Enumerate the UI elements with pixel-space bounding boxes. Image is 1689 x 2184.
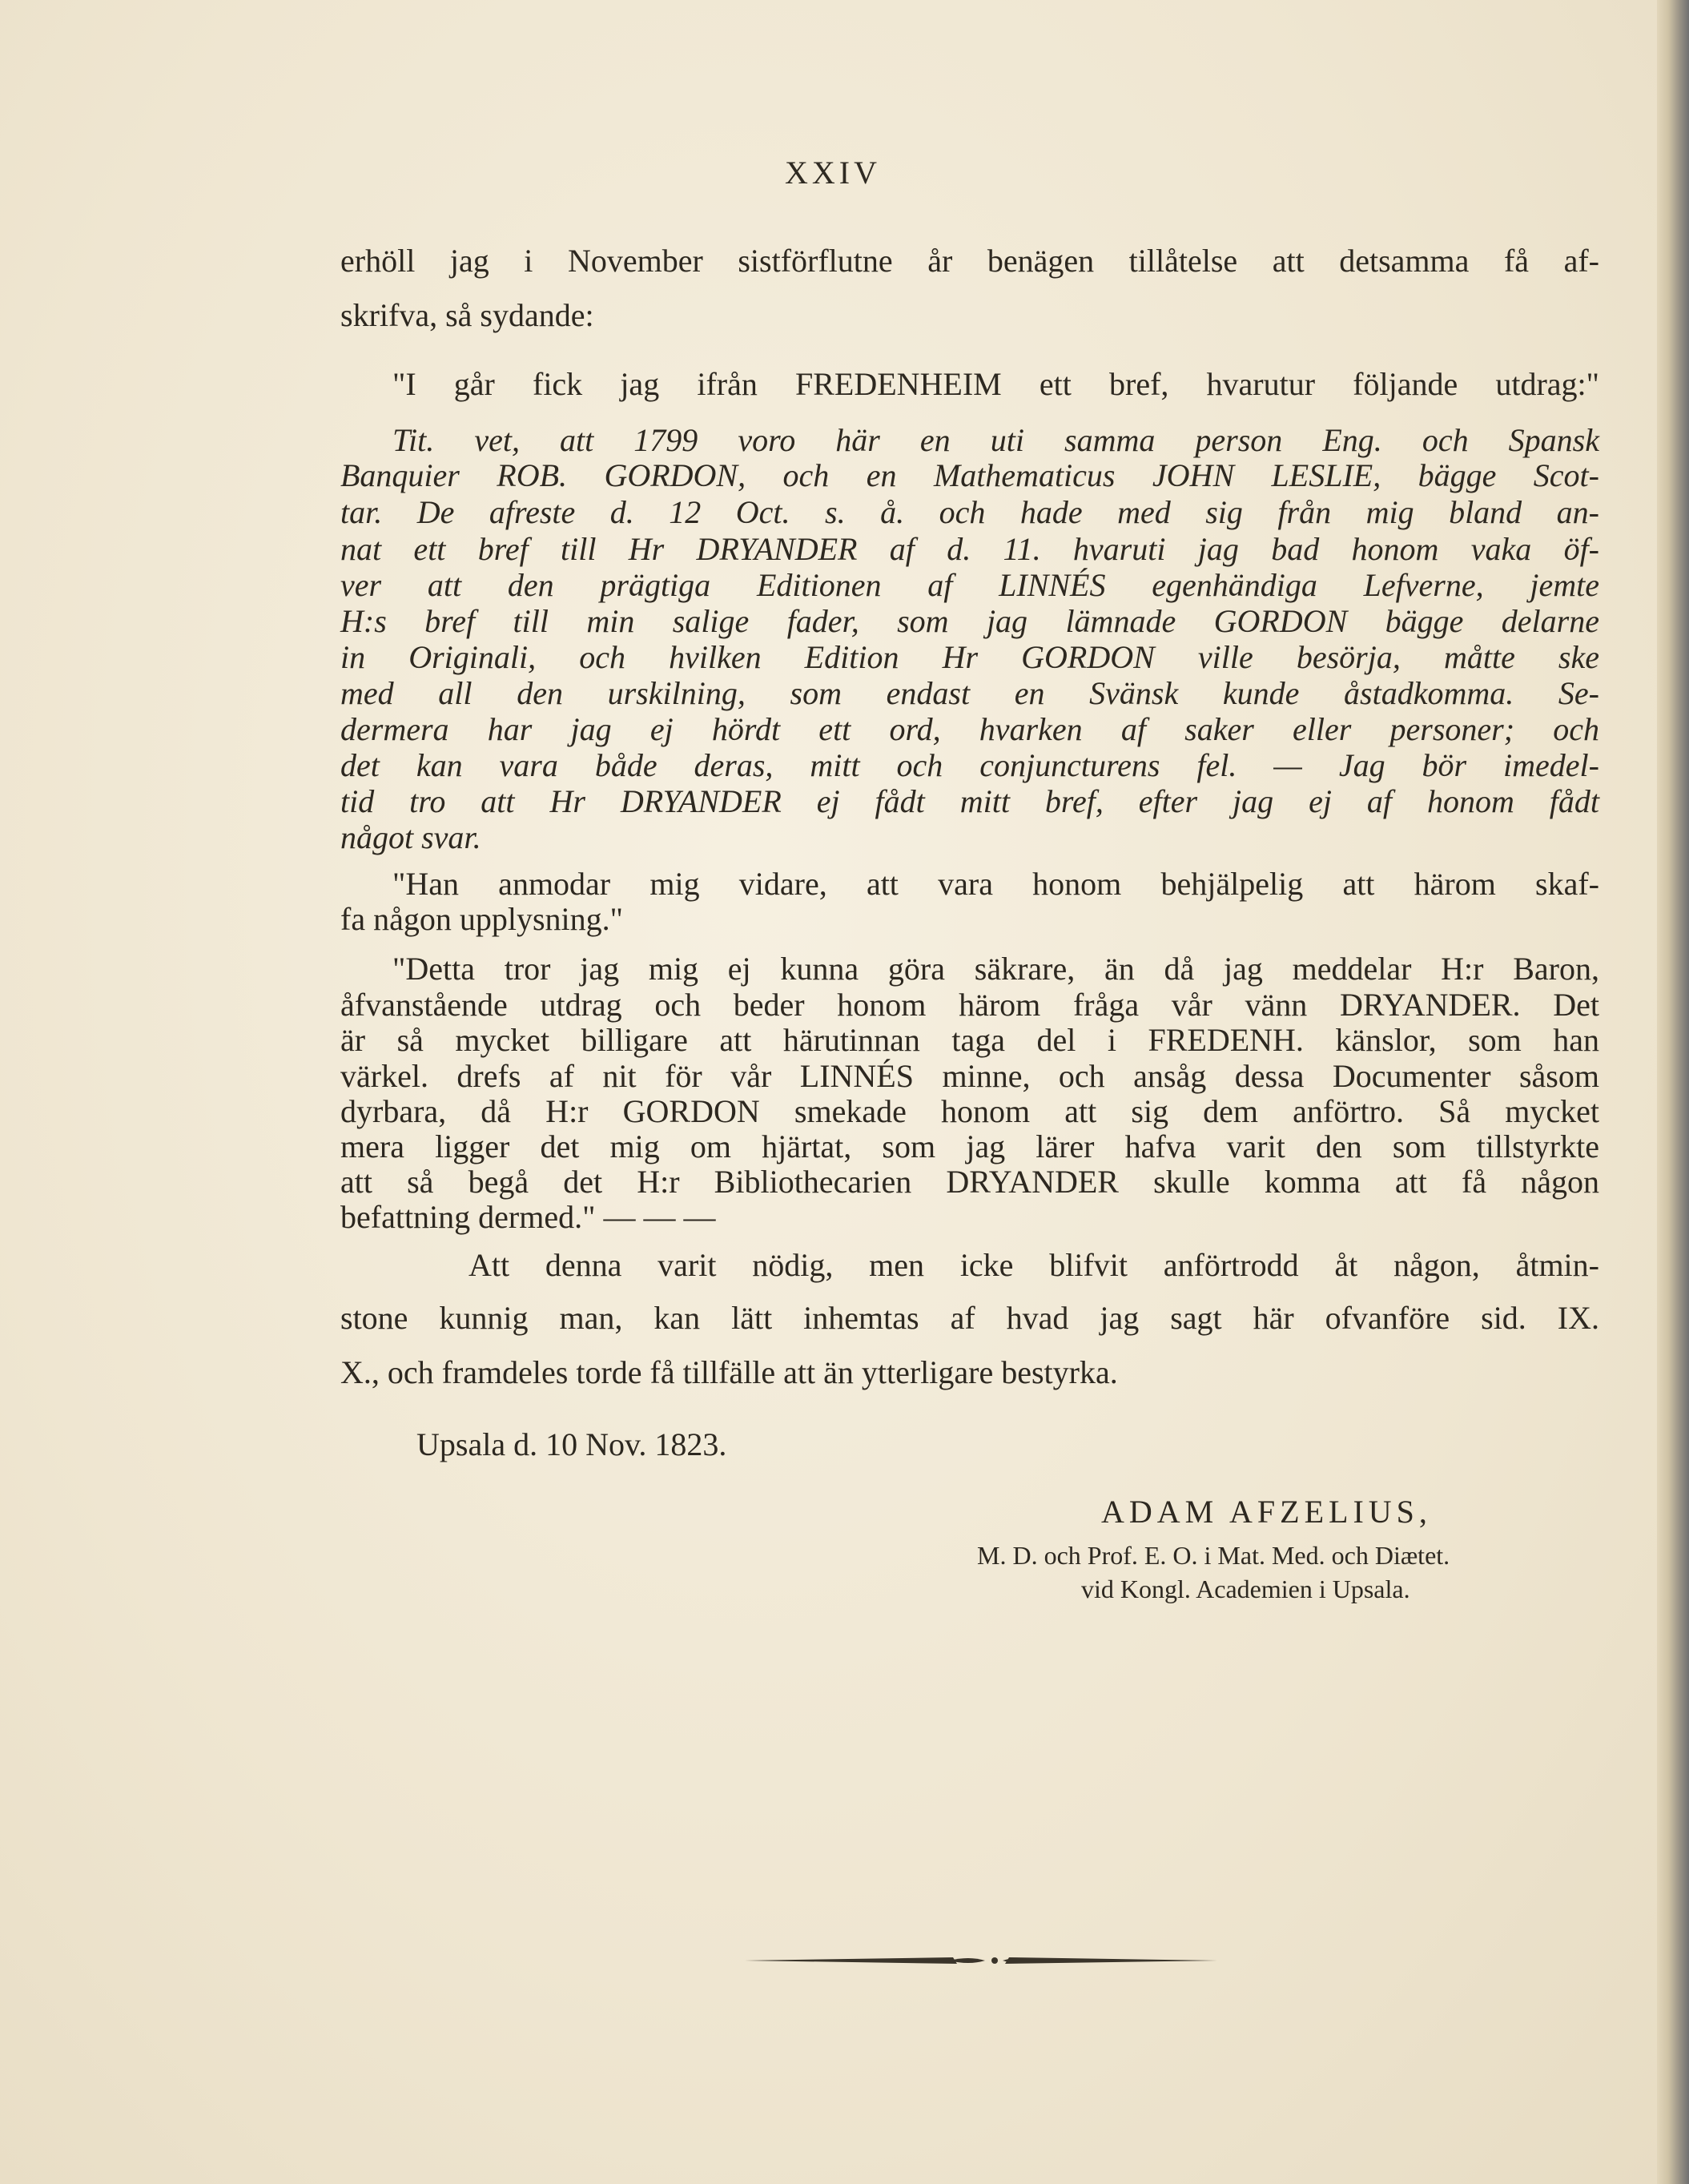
- excerpt-line: det kan vara både deras, mitt och conjuncturens fel. — Jag bör imedel-: [340, 747, 1599, 783]
- excerpt-line: H:s bref till min salige fader, som jag lämnade GORDON bägge delarne: [340, 603, 1599, 639]
- reply-line: befattning dermed." — — —: [340, 1199, 716, 1235]
- reply-line: värkel. drefs af nit för vår LINNÉS minne, och ansåg dessa Documenter såsom: [340, 1058, 1599, 1094]
- ornamental-rule: [745, 1953, 1217, 1969]
- excerpt-line: tar. De afreste d. 12 Oct. s. å. och hade med sig från mig bland an-: [340, 494, 1599, 530]
- reply-line: "Detta tror jag mig ej kunna göra säkrare, än då jag meddelar H:r Baron,: [392, 951, 1599, 987]
- signature-title: M. D. och Prof. E. O. i Mat. Med. och Diætet.: [977, 1541, 1450, 1570]
- place-date: Upsala d. 10 Nov. 1823.: [416, 1426, 727, 1462]
- letter-open: "I går fick jag ifrån FREDENHEIM ett bref, hvarutur följande utdrag:": [392, 366, 1599, 402]
- closing-line: Att denna varit nödig, men icke blifvit anförtrodd åt någon, åtmin-: [468, 1247, 1599, 1283]
- excerpt-line: tid tro att Hr DRYANDER ej fådt mitt bref, efter jag ej af honom fådt: [340, 783, 1599, 819]
- excerpt-line: Banquier ROB. GORDON, och en Mathematicus JOHN LESLIE, bägge Scot-: [340, 457, 1599, 493]
- reply-line: åfvanstående utdrag och beder honom härom fråga vår vänn DRYANDER. Det: [340, 987, 1599, 1023]
- excerpt-line: in Originali, och hvilken Edition Hr GORDON ville besörja, måtte ske: [340, 639, 1599, 675]
- request-line: "Han anmodar mig vidare, att vara honom behjälpelig att härom skaf-: [392, 866, 1599, 902]
- reply-line: att så begå det H:r Bibliothecarien DRYANDER skulle komma att få någon: [340, 1164, 1599, 1200]
- reply-line: är så mycket billigare att härutinnan taga del i FREDENH. känslor, som han: [340, 1022, 1599, 1058]
- request-line: fa någon upplysning.": [340, 901, 623, 937]
- excerpt-line: Tit. vet, att 1799 voro här en uti samma person Eng. och Spansk: [392, 422, 1599, 458]
- reply-line: mera ligger det mig om hjärtat, som jag lärer hafva varit den som tillstyrkte: [340, 1128, 1599, 1164]
- excerpt-line: med all den urskilning, som endast en Svänsk kunde åstadkomma. Se-: [340, 675, 1599, 711]
- excerpt-line: dermera har jag ej hördt ett ord, hvarken af saker eller personer; och: [340, 711, 1599, 747]
- book-spine-shadow: [1657, 0, 1689, 2184]
- page-number: XXIV: [785, 155, 881, 191]
- excerpt-line: nat ett bref till Hr DRYANDER af d. 11. hvaruti jag bad honom vaka öf-: [340, 531, 1599, 567]
- excerpt-line: ver att den prägtiga Editionen af LINNÉS egenhändiga Lefverne, jemte: [340, 567, 1599, 603]
- intro-line-1: erhöll jag i November sistförflutne år benägen tillåtelse att detsamma få af-: [340, 243, 1599, 279]
- signature-name: ADAM AFZELIUS,: [1101, 1494, 1432, 1530]
- excerpt-line: något svar.: [340, 819, 481, 855]
- closing-line: X., och framdeles torde få tillfälle att än ytterligare bestyrka.: [340, 1354, 1118, 1390]
- intro-line-2: skrifva, så sydande:: [340, 297, 594, 333]
- reply-line: dyrbara, då H:r GORDON smekade honom att sig dem anförtro. Så mycket: [340, 1093, 1599, 1129]
- closing-line: stone kunnig man, kan lätt inhemtas af hvad jag sagt här ofvanföre sid. IX.: [340, 1300, 1599, 1336]
- signature-affiliation: vid Kongl. Academien i Upsala.: [1081, 1575, 1410, 1603]
